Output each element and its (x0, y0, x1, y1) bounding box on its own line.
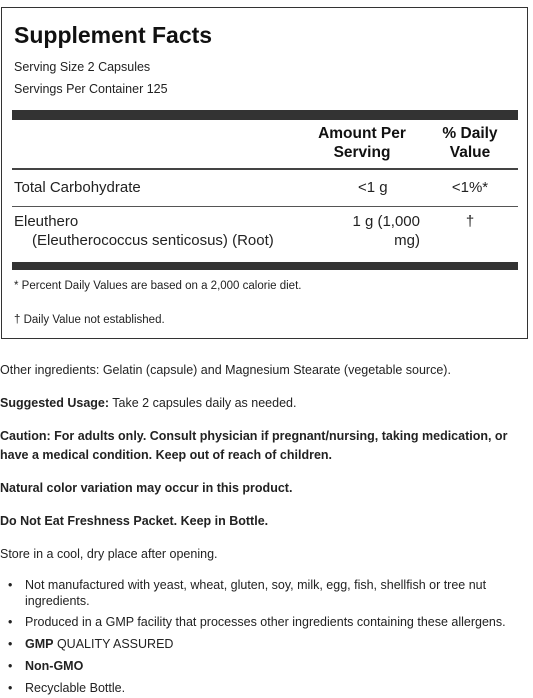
list-item (0, 577, 528, 611)
serving-size: Serving Size 2 Capsules (14, 60, 151, 74)
dv-header-line1: % Daily (442, 125, 498, 142)
suggested-usage (0, 394, 528, 413)
bullet-bold: GMP (25, 637, 54, 651)
bullet-rest: QUALITY ASSURED (53, 637, 174, 651)
bullet-line: ingredients. (25, 594, 90, 608)
bullet-icon: • (8, 681, 13, 695)
nutrient-name: Total Carbohydrate (14, 179, 141, 196)
bullet-icon: • (8, 615, 13, 629)
header-divider (12, 168, 518, 170)
caution-line-2: have a medical condition. Keep out of reach of children. (0, 448, 333, 462)
list-item (0, 614, 528, 631)
bullet-icon: • (8, 578, 13, 592)
bullet-line: Not manufactured with yeast, wheat, gluten, soy, milk, egg, fish, shellfish or tree nut (25, 578, 487, 592)
ingredient-daily-value: † (465, 213, 475, 230)
amount-per-serving-header (312, 124, 412, 162)
supplement-facts-panel (1, 7, 528, 339)
list-item (0, 658, 528, 675)
list-item (0, 636, 528, 653)
amount-header-line1: Amount Per (318, 125, 406, 142)
bullet-text (25, 636, 525, 652)
bullet-icon: • (8, 637, 13, 651)
facts-title: Supplement Facts (14, 22, 213, 48)
other-ingredients: Other ingredients: Gelatin (capsule) and Magnesium Stearate (vegetable source). (0, 363, 451, 377)
bullet-text (25, 577, 525, 609)
nutrient-amount: <1 g (358, 179, 388, 196)
ingredient-name: Eleuthero (14, 213, 79, 230)
freshness-packet-note: Do Not Eat Freshness Packet. Keep in Bottle. (0, 514, 269, 528)
storage-note: Store in a cool, dry place after opening. (0, 547, 218, 561)
percent-daily-footnote: * Percent Daily Values are based on a 2,000 calorie diet. (14, 280, 302, 292)
list-item (0, 680, 528, 697)
suggested-usage-text: Take 2 capsules daily as needed. (109, 396, 297, 410)
servings-per-container: Servings Per Container 125 (14, 82, 168, 96)
suggested-usage-label: Suggested Usage: (0, 396, 110, 410)
thick-divider-bottom (12, 262, 518, 270)
dv-header-line2: Value (449, 144, 491, 161)
bullet-icon: • (8, 659, 13, 673)
bullet-text: Produced in a GMP facility that processes other ingredients containing these allergens. (25, 615, 506, 629)
ingredient-amount: 1 g (1,000 (352, 213, 420, 230)
thick-divider (12, 110, 518, 120)
dagger-footnote: † Daily Value not established. (14, 314, 165, 326)
color-variation-note: Natural color variation may occur in this product. (0, 481, 293, 495)
nutrient-daily-value: <1%* (451, 179, 489, 196)
bullet-text: Recyclable Bottle. (25, 681, 126, 695)
bullet-bold: Non-GMO (25, 659, 84, 673)
caution-line-1: Caution: For adults only. Consult physician if pregnant/nursing, taking medication, or (0, 429, 508, 443)
row-divider (12, 206, 518, 207)
bullet-text (25, 658, 525, 674)
daily-value-header (427, 124, 513, 162)
ingredient-latin-name: (Eleutherococcus senticosus) (Root) (32, 232, 274, 249)
amount-header-line2: Serving (333, 144, 391, 161)
ingredient-amount-unit: mg) (394, 232, 420, 249)
